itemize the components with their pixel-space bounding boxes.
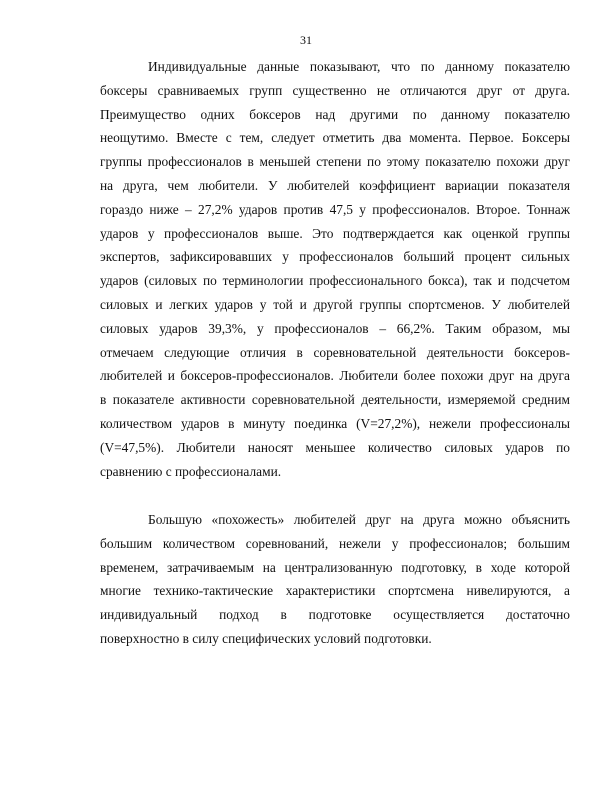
- paragraph-line: боксеры сравниваемых групп существенно не отличаются друг от друга.: [100, 82, 570, 98]
- paragraph-line: силовых ударов 39,3%, у профессионалов – 66,2%. Таким образом, мы: [100, 320, 570, 336]
- page-number: 31: [300, 33, 312, 47]
- paragraph-line: Преимущество одних боксеров над другими по данному показателю: [100, 106, 570, 122]
- paragraph-line: силовых и легких ударов у той и другой группы спортсменов. У любителей: [100, 296, 570, 312]
- paragraph-line: (V=47,5%). Любители наносят меньшее количество силовых ударов по: [100, 439, 570, 455]
- paragraph-line: ударов у профессионалов выше. Это подтверждается как оценкой группы: [100, 225, 570, 241]
- paragraph-line: временем, затрачиваемым на централизованную подготовку, в ходе которой: [100, 559, 570, 575]
- paragraph-line: в показателе активности соревновательной деятельности, измеряемой средним: [100, 392, 570, 408]
- paragraph-line: большим количеством соревнований, нежели у профессионалов; большим: [100, 535, 570, 551]
- paragraph-line: Индивидуальные данные показывают, что по данному показателю: [148, 59, 570, 74]
- paragraph-line: гораздо ниже – 27,2% ударов против 47,5 у профессионалов. Второе. Тоннаж: [100, 201, 570, 217]
- paragraph-line: ударов (силовых по терминологии профессионального бокса), так и подсчетом: [100, 273, 570, 289]
- paragraph-line: на друга, чем любители. У любителей коэффициент вариации показателя: [100, 177, 570, 193]
- paragraph-line: сравнению с профессионалами.: [100, 463, 282, 479]
- paragraph-line: группы профессионалов в меньшей степени по этому показателю похожи друг: [100, 154, 570, 170]
- paragraph-line: Большую «похожесть» любителей друг на друга можно объяснить: [148, 512, 570, 527]
- paragraph-line: индивидуальный подход в подготовке осуществляется достаточно: [100, 607, 570, 623]
- paragraph-line: отмечаем следующие отличия в соревновательной деятельности боксеров-: [100, 344, 570, 360]
- paragraph-line: неощутимо. Вместе с тем, следует отметить два момента. Первое. Боксеры: [100, 130, 570, 146]
- paragraph-line: любителей и боксеров-профессионалов. Любители более похожи друг на друга: [100, 368, 570, 384]
- paragraph-2: [100, 508, 570, 651]
- paragraph-1: [100, 55, 570, 483]
- paragraph-line: количеством ударов в минуту поединка (V=27,2%), нежели профессионалы: [100, 415, 570, 431]
- paragraph-line: поверхностно в силу специфических условий подготовки.: [100, 630, 432, 646]
- paragraph-line: многие технико-тактические характеристики спортсмена нивелируются, а: [100, 583, 570, 599]
- paragraph-line: экспертов, зафиксировавших у профессионалов больший процент сильных: [100, 249, 570, 265]
